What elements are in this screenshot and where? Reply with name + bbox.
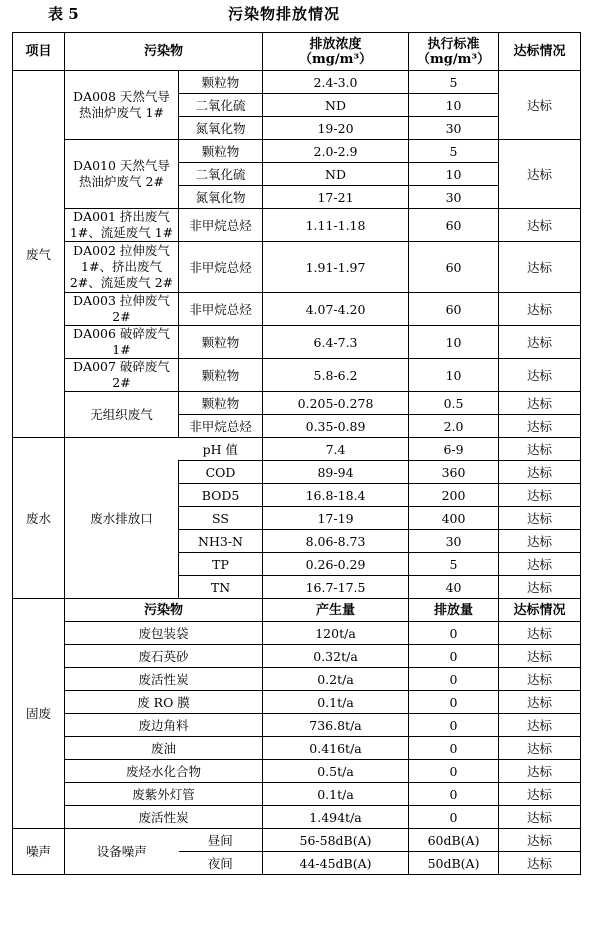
- discharged-cell: 0: [409, 737, 499, 760]
- compliance-cell: 达标: [499, 359, 581, 392]
- concentration-cell: ND: [263, 163, 409, 186]
- discharged-cell: 0: [409, 714, 499, 737]
- table-caption: [0, 0, 589, 28]
- compliance-cell: 达标: [499, 140, 581, 209]
- standard-cell: 60: [409, 209, 499, 242]
- discharged-cell: 0: [409, 668, 499, 691]
- generated-cell: 0.2t/a: [263, 668, 409, 691]
- concentration-cell: 2.0-2.9: [263, 140, 409, 163]
- table-row: [13, 806, 581, 829]
- category-gas: 废气: [13, 71, 65, 438]
- waste-name: 废活性炭: [65, 668, 263, 691]
- concentration-cell: 89-94: [263, 461, 409, 484]
- compliance-cell: 达标: [499, 242, 581, 293]
- pollutant-cell: 颗粒物: [179, 392, 263, 415]
- standard-cell: 10: [409, 326, 499, 359]
- header-concentration: 排放浓度 （mg/m³）: [263, 33, 409, 71]
- header-item: 项目: [13, 33, 65, 71]
- compliance-cell: 达标: [499, 691, 581, 714]
- compliance-cell: 达标: [499, 783, 581, 806]
- pollutant-cell: 二氧化硫: [179, 163, 263, 186]
- standard-cell: 5: [409, 140, 499, 163]
- table-row: [13, 140, 581, 163]
- compliance-cell: 达标: [499, 293, 581, 326]
- pollutant-cell: 非甲烷总烃: [179, 209, 263, 242]
- source-fugitive: 无组织废气: [65, 392, 179, 438]
- generated-cell: 736.8t/a: [263, 714, 409, 737]
- pollutant-cell: 氮氧化物: [179, 186, 263, 209]
- waste-name: 废边角料: [65, 714, 263, 737]
- standard-cell: 40: [409, 576, 499, 599]
- category-solid: 固废: [13, 599, 65, 829]
- solid-header-discharged: 排放量: [409, 599, 499, 622]
- source-da003: DA003 拉伸废气 2#: [65, 293, 179, 326]
- pollutant-cell: 非甲烷总烃: [179, 415, 263, 438]
- concentration-cell: 19-20: [263, 117, 409, 140]
- table-row: [13, 645, 581, 668]
- pollutant-cell: 氮氧化物: [179, 117, 263, 140]
- standard-cell: 30: [409, 530, 499, 553]
- source-da007: DA007 破碎废气 2#: [65, 359, 179, 392]
- waste-name: 废活性炭: [65, 806, 263, 829]
- category-noise: 噪声: [13, 829, 65, 875]
- solid-header-pollutant: 污染物: [65, 599, 263, 622]
- source-da010: DA010 天然气导热油炉废气 2#: [65, 140, 179, 209]
- compliance-cell: 达标: [499, 530, 581, 553]
- compliance-cell: 达标: [499, 209, 581, 242]
- standard-cell: 60: [409, 293, 499, 326]
- table-row: [13, 71, 581, 94]
- compliance-cell: 达标: [499, 737, 581, 760]
- discharged-cell: 0: [409, 622, 499, 645]
- discharged-cell: 0: [409, 806, 499, 829]
- pollutant-cell: TN: [179, 576, 263, 599]
- pollutant-cell: pH 值: [179, 438, 263, 461]
- concentration-cell: 5.8-6.2: [263, 359, 409, 392]
- compliance-cell: 达标: [499, 71, 581, 140]
- source-da008: DA008 天然气导热油炉废气 1#: [65, 71, 179, 140]
- waste-name: 废油: [65, 737, 263, 760]
- period-cell: 夜间: [179, 852, 263, 875]
- table-row: [13, 760, 581, 783]
- concentration-cell: ND: [263, 94, 409, 117]
- generated-cell: 0.5t/a: [263, 760, 409, 783]
- pollutant-cell: 二氧化硫: [179, 94, 263, 117]
- pollutant-cell: SS: [179, 507, 263, 530]
- concentration-cell: 0.205-0.278: [263, 392, 409, 415]
- generated-cell: 1.494t/a: [263, 806, 409, 829]
- concentration-cell: 0.35-0.89: [263, 415, 409, 438]
- waste-name: 废 RO 膜: [65, 691, 263, 714]
- header-standard: 执行标准 （mg/m³）: [409, 33, 499, 71]
- pollutant-cell: NH3-N: [179, 530, 263, 553]
- waste-name: 废石英砂: [65, 645, 263, 668]
- standard-cell: 10: [409, 359, 499, 392]
- table-row: [13, 783, 581, 806]
- solid-header-compliance: 达标情况: [499, 599, 581, 622]
- generated-cell: 0.1t/a: [263, 691, 409, 714]
- generated-cell: 0.416t/a: [263, 737, 409, 760]
- concentration-cell: 4.07-4.20: [263, 293, 409, 326]
- table-row: [13, 622, 581, 645]
- concentration-cell: 1.91-1.97: [263, 242, 409, 293]
- pollutant-table: [12, 32, 581, 875]
- compliance-cell: 达标: [499, 461, 581, 484]
- standard-cell: 360: [409, 461, 499, 484]
- concentration-cell: 16.7-17.5: [263, 576, 409, 599]
- compliance-cell: 达标: [499, 622, 581, 645]
- standard-cell: 6-9: [409, 438, 499, 461]
- compliance-cell: 达标: [499, 507, 581, 530]
- compliance-cell: 达标: [499, 438, 581, 461]
- concentration-cell: 0.26-0.29: [263, 553, 409, 576]
- concentration-cell: 17-21: [263, 186, 409, 209]
- table-number: 表 5: [48, 5, 79, 23]
- source-da001: DA001 挤出废气 1#、流延废气 1#: [65, 209, 179, 242]
- period-cell: 昼间: [179, 829, 263, 852]
- standard-cell: 60dB(A): [409, 829, 499, 852]
- table-row: [13, 714, 581, 737]
- generated-cell: 0.1t/a: [263, 783, 409, 806]
- concentration-cell: 7.4: [263, 438, 409, 461]
- discharged-cell: 0: [409, 783, 499, 806]
- source-da006: DA006 破碎废气 1#: [65, 326, 179, 359]
- concentration-cell: 16.8-18.4: [263, 484, 409, 507]
- source-da002: DA002 拉伸废气 1#、挤出废气 2#、流延废气 2#: [65, 242, 179, 293]
- table-title: 污染物排放情况: [228, 5, 341, 23]
- concentration-cell: 1.11-1.18: [263, 209, 409, 242]
- discharged-cell: 0: [409, 691, 499, 714]
- compliance-cell: 达标: [499, 760, 581, 783]
- compliance-cell: 达标: [499, 326, 581, 359]
- header-compliance: 达标情况: [499, 33, 581, 71]
- noise-value-cell: 44-45dB(A): [263, 852, 409, 875]
- pollutant-cell: 颗粒物: [179, 140, 263, 163]
- standard-cell: 10: [409, 94, 499, 117]
- pollutant-cell: 颗粒物: [179, 326, 263, 359]
- table-row: [13, 691, 581, 714]
- standard-cell: 5: [409, 71, 499, 94]
- waste-name: 废包装袋: [65, 622, 263, 645]
- compliance-cell: 达标: [499, 806, 581, 829]
- pollutant-cell: COD: [179, 461, 263, 484]
- compliance-cell: 达标: [499, 645, 581, 668]
- header-pollutant: 污染物: [65, 33, 263, 71]
- standard-cell: 30: [409, 117, 499, 140]
- pollutant-cell: 颗粒物: [179, 359, 263, 392]
- compliance-cell: 达标: [499, 714, 581, 737]
- concentration-cell: 8.06-8.73: [263, 530, 409, 553]
- standard-cell: 2.0: [409, 415, 499, 438]
- standard-cell: 30: [409, 186, 499, 209]
- source-water-outlet: 废水排放口: [65, 438, 179, 599]
- concentration-cell: 6.4-7.3: [263, 326, 409, 359]
- concentration-cell: 2.4-3.0: [263, 71, 409, 94]
- waste-name: 废烃水化合物: [65, 760, 263, 783]
- standard-cell: 60: [409, 242, 499, 293]
- standard-cell: 0.5: [409, 392, 499, 415]
- generated-cell: 120t/a: [263, 622, 409, 645]
- pollutant-cell: 非甲烷总烃: [179, 293, 263, 326]
- concentration-cell: 17-19: [263, 507, 409, 530]
- discharged-cell: 0: [409, 760, 499, 783]
- table-row: [13, 438, 581, 461]
- standard-cell: 10: [409, 163, 499, 186]
- table-row: [13, 829, 581, 852]
- noise-value-cell: 56-58dB(A): [263, 829, 409, 852]
- table-row: [13, 737, 581, 760]
- pollutant-cell: TP: [179, 553, 263, 576]
- pollutant-cell: 颗粒物: [179, 71, 263, 94]
- standard-cell: 50dB(A): [409, 852, 499, 875]
- solid-header-row: [13, 599, 581, 622]
- table-row: [13, 392, 581, 415]
- compliance-cell: 达标: [499, 553, 581, 576]
- compliance-cell: 达标: [499, 576, 581, 599]
- waste-name: 废紫外灯管: [65, 783, 263, 806]
- standard-cell: 400: [409, 507, 499, 530]
- table-row: [13, 668, 581, 691]
- pollutant-cell: BOD5: [179, 484, 263, 507]
- compliance-cell: 达标: [499, 484, 581, 507]
- source-equipment-noise: 设备噪声: [65, 829, 179, 875]
- standard-cell: 5: [409, 553, 499, 576]
- solid-header-generated: 产生量: [263, 599, 409, 622]
- compliance-cell: 达标: [499, 392, 581, 415]
- generated-cell: 0.32t/a: [263, 645, 409, 668]
- compliance-cell: 达标: [499, 668, 581, 691]
- category-water: 废水: [13, 438, 65, 599]
- compliance-cell: 达标: [499, 829, 581, 852]
- pollutant-cell: 非甲烷总烃: [179, 242, 263, 293]
- compliance-cell: 达标: [499, 415, 581, 438]
- table-header-row: [13, 33, 581, 71]
- standard-cell: 200: [409, 484, 499, 507]
- compliance-cell: 达标: [499, 852, 581, 875]
- discharged-cell: 0: [409, 645, 499, 668]
